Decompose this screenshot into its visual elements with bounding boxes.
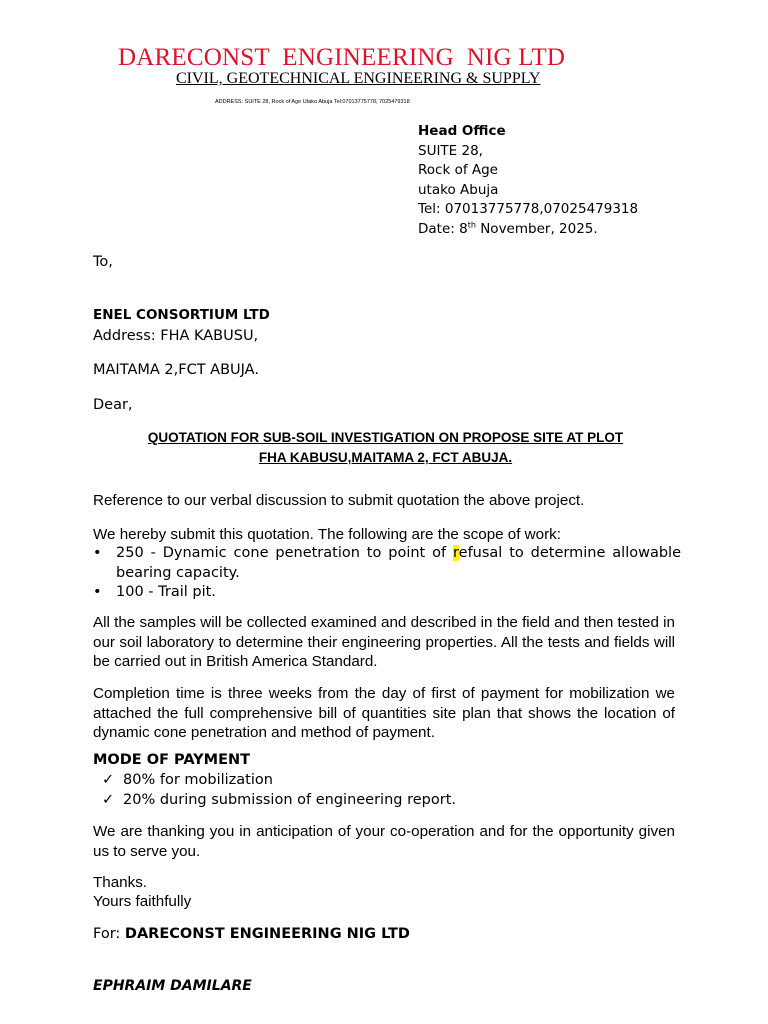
head-office-line: SUITE 28, — [418, 142, 483, 159]
scope-list — [93, 544, 681, 603]
scope-item-text: 250 - Dynamic cone penetration to point of — [116, 545, 453, 561]
head-office-line: utako Abuja — [418, 181, 499, 198]
reference-paragraph: Reference to our verbal discussion to submit quotation the above project. — [93, 492, 585, 509]
scope-item — [93, 544, 681, 583]
recipient-address-line2: MAITAMA 2,FCT ABUJA. — [93, 362, 259, 378]
company-address: ADDRESS: SUITE 28, Rock of Age Utako Abuja Tel:07013775778, 7025479318 — [215, 99, 410, 105]
for-company-name: DARECONST ENGINEERING NIG LTD — [124, 926, 410, 942]
check-mark-icon: ✓ — [102, 791, 115, 808]
highlighted-text: r — [453, 545, 459, 561]
for-company-line — [93, 925, 675, 945]
scope-intro: We hereby submit this quotation. The following are the scope of work: — [93, 526, 561, 543]
thanks-paragraph: We are thanking you in anticipation of your co-operation and for the opportunity given us to serve you. — [93, 823, 675, 860]
signatory-name: EPHRAIM DAMILARE — [93, 978, 252, 994]
closing-line: Yours faithfully — [93, 893, 192, 910]
payment-item — [93, 771, 681, 791]
subject-line2: FHA KABUSU,MAITAMA 2, FCT ABUJA. — [258, 450, 513, 465]
scope-item-text-rest: efusal to determine allowable bearing capacity. — [116, 545, 681, 581]
bullet-icon: • — [93, 545, 102, 561]
salutation: Dear, — [93, 397, 133, 413]
samples-paragraph: All the samples will be collected examined and described in the field and then tested in our soil laboratory to determine their engineering properties. All the tests and fields will be carried out in British America Standard. — [93, 614, 675, 670]
head-office-line: Rock of Age — [418, 162, 498, 178]
scope-item — [93, 583, 681, 603]
scope-item-text: 100 - Trail pit. — [116, 584, 216, 600]
subject-heading — [93, 428, 678, 468]
thanks-line: Thanks. — [93, 874, 148, 891]
bullet-icon: • — [93, 584, 102, 600]
payment-item — [93, 791, 681, 811]
head-office-title: Head Office — [418, 123, 506, 139]
date-prefix: Date: 8 — [418, 220, 468, 237]
letter-date — [418, 220, 638, 240]
completion-paragraph: Completion time is three weeks from the day of first of payment for mobilization we attached the full comprehensive bill of quantities site plan that shows the location of dynamic cone penetration and method of payment. — [93, 685, 675, 741]
company-tagline: CIVIL, GEOTECHNICAL ENGINEERING & SUPPLY — [176, 70, 541, 87]
recipient-name: ENEL CONSORTIUM LTD — [93, 307, 270, 323]
date-superscript: th — [467, 220, 476, 229]
company-name: DARECONST ENGINEERING NIG LTD — [118, 44, 566, 71]
payment-item-text: 20% during submission of engineering report. — [123, 791, 456, 808]
head-office-line: Tel: 07013775778,07025479318 — [418, 201, 639, 217]
payment-item-text: 80% for mobilization — [123, 772, 273, 788]
to-label: To, — [93, 254, 113, 270]
date-suffix: November, 2025. — [475, 220, 598, 237]
for-label: For: — [93, 926, 125, 942]
recipient-address-line1: Address: FHA KABUSU, — [93, 328, 259, 344]
subject-line1: QUOTATION FOR SUB-SOIL INVESTIGATION ON PROPOSE SITE AT PLOT — [147, 430, 624, 445]
payment-list — [93, 771, 681, 810]
head-office-block — [418, 122, 638, 239]
payment-heading: MODE OF PAYMENT — [93, 752, 251, 768]
check-mark-icon: ✓ — [102, 772, 115, 788]
